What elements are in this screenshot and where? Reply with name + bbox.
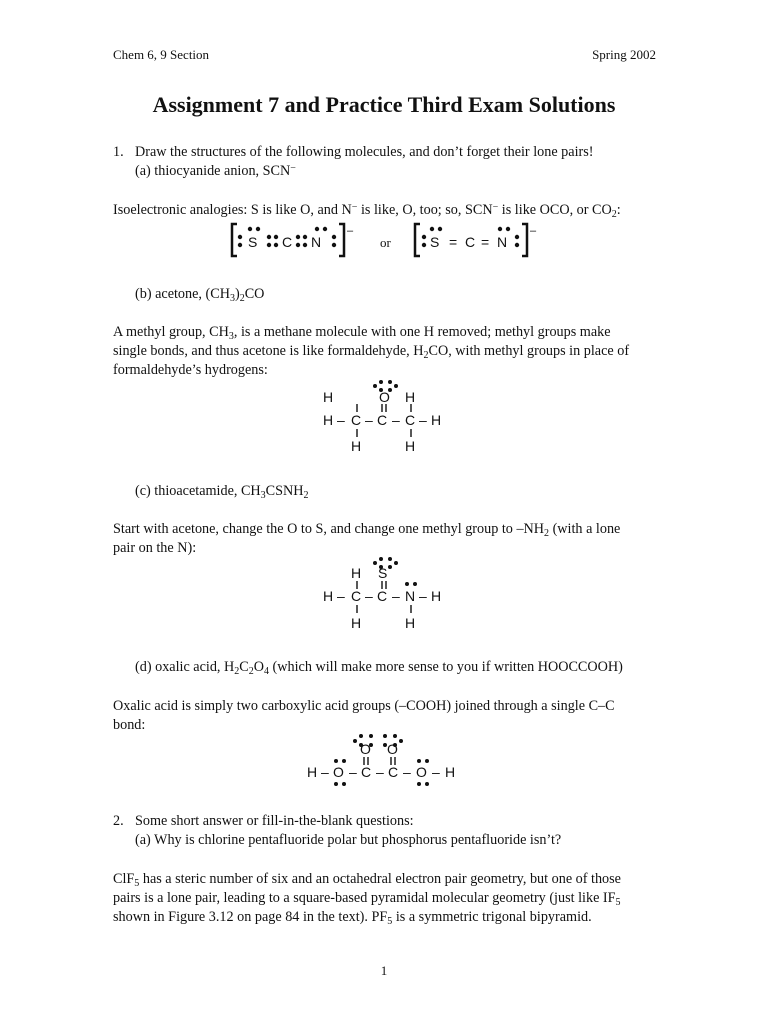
answer-1c-text: Start with acetone, change the O to S, and change one methyl group to $-NH_2$ (with a lone pair on the N):: [113, 521, 621, 556]
thioacetamide-structure: [315, 557, 455, 633]
svg-text:H: H: [445, 764, 456, 780]
question-2a: (a) Why is chlorine pentafluoride polar but phosphorus pentafluoride isn’t?: [135, 832, 562, 848]
term-header: Spring 2002: [592, 47, 656, 62]
atom-s: S: [248, 234, 258, 250]
svg-text:–: –: [392, 412, 400, 428]
svg-text:C: C: [388, 764, 399, 780]
svg-text:–: –: [403, 764, 411, 780]
oxalic-acid-structure: [305, 733, 475, 791]
svg-text:O: O: [416, 764, 427, 780]
charge: −: [290, 163, 296, 174]
svg-text:–: –: [392, 588, 400, 604]
svg-text:H: H: [323, 389, 334, 405]
svg-text:C: C: [351, 588, 362, 604]
part-text: thiocyanide anion, SCN: [154, 163, 291, 179]
page-number: 1: [380, 963, 388, 978]
svg-text:O: O: [360, 741, 371, 757]
svg-text:C: C: [405, 412, 416, 428]
svg-text:H: H: [323, 412, 334, 428]
question-2-number: 2.: [113, 813, 124, 829]
svg-text:O: O: [379, 389, 390, 405]
question-1b: (b) acetone, $(CH_3)_2CO$: [135, 286, 265, 304]
svg-text:H: H: [351, 565, 362, 581]
svg-text:N: N: [497, 234, 508, 250]
svg-text:H: H: [351, 615, 362, 631]
svg-text:C: C: [377, 412, 388, 428]
svg-text:O: O: [387, 741, 398, 757]
question-1-prompt: Draw the structures of the following molecules, and don’t forget their lone pairs!: [135, 144, 594, 160]
svg-text:C: C: [377, 588, 388, 604]
svg-text:–: –: [365, 588, 373, 604]
svg-text:–: –: [337, 588, 345, 604]
svg-text:N: N: [405, 588, 416, 604]
answer-1d-text: Oxalic acid is simply two carboxylic acid groups (–COOH) joined through a single C–C bond:: [113, 698, 615, 733]
svg-text:H: H: [405, 438, 416, 454]
or-label: or: [380, 235, 391, 250]
svg-text:S: S: [430, 234, 440, 250]
svg-text:–: –: [337, 412, 345, 428]
svg-text:H: H: [323, 588, 334, 604]
svg-text:–: –: [349, 764, 357, 780]
question-1-number: 1.: [113, 144, 124, 160]
svg-text:H: H: [351, 438, 362, 454]
svg-text:=: =: [481, 234, 490, 250]
svg-text:H: H: [405, 389, 416, 405]
question-1c: (c) thioacetamide, $CH_3CSNH_2$: [135, 483, 309, 501]
atom-c: C: [282, 234, 293, 250]
course-header: Chem 6, 9 Section: [113, 47, 210, 62]
question-2-prompt: Some short answer or fill-in-the-blank questions:: [135, 813, 414, 829]
svg-text:–: –: [530, 225, 537, 237]
svg-text:–: –: [321, 764, 329, 780]
svg-text:–: –: [365, 412, 373, 428]
part-label: (a): [135, 163, 151, 179]
charge-left: –: [347, 225, 354, 237]
answer-1b-text: A methyl group, $CH_3$, is a methane molecule with one H removed; methyl groups make single bonds, and thus acetone is like formaldehyde, $H_2CO$, with methyl groups in place of formaldehyde’s hydrogens:: [113, 324, 630, 378]
acetone-structure: [315, 380, 455, 456]
svg-text:H: H: [307, 764, 318, 780]
svg-text:C: C: [465, 234, 476, 250]
atom-n: N: [311, 234, 322, 250]
svg-text:–: –: [419, 588, 427, 604]
svg-text:–: –: [432, 764, 440, 780]
answer-2a-text: ClF$_5$ has a steric number of six and an octahedral electron pair geometry, but one of those pairs is a lone pair, leading to a square-based pyramidal molecular geometry (just like $IF_5$ shown in Figure 3.12 on page 84 in the text). $PF_5$ is a symmetric trigonal bipyramid.: [113, 871, 621, 927]
question-1a: [135, 162, 296, 181]
answer-1a-text: Isoelectronic analogies: S is like O, and N− is like, O, too; so, SCN− is like OCO, or $CO_2$:: [113, 202, 621, 220]
svg-text:H: H: [431, 412, 442, 428]
svg-text:C: C: [351, 412, 362, 428]
svg-text:–: –: [376, 764, 384, 780]
svg-text:H: H: [431, 588, 442, 604]
svg-text:O: O: [333, 764, 344, 780]
page-title: Assignment 7 and Practice Third Exam Solutions: [152, 92, 616, 117]
svg-text:=: =: [449, 234, 458, 250]
svg-text:H: H: [405, 615, 416, 631]
question-1d: (d) oxalic acid, $H_2C_2O_4$ (which will make more sense to you if written HOOCCOOH): [135, 659, 623, 677]
svg-text:–: –: [419, 412, 427, 428]
svg-text:C: C: [361, 764, 372, 780]
thiocyanate-right-structure: [415, 224, 537, 256]
thiocyanate-left-structure: [232, 224, 354, 256]
thiocyanate-structure: [225, 220, 545, 262]
svg-text:S: S: [378, 565, 388, 581]
